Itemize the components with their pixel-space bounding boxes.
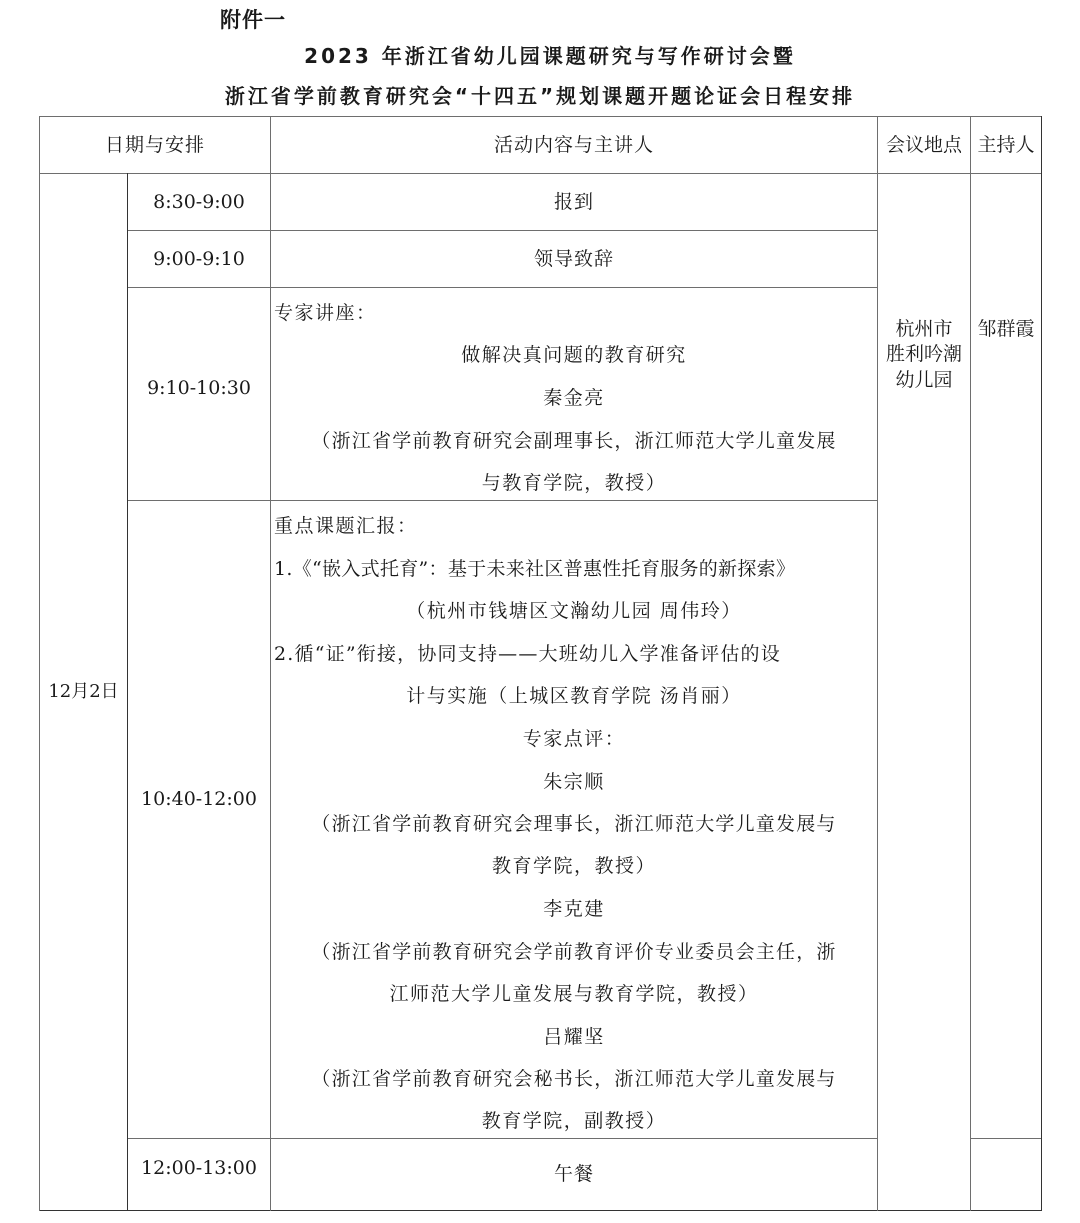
time-slot: 10:40-12:00 xyxy=(141,787,257,810)
venue-cell xyxy=(878,310,970,400)
reviewer-affiliation: （浙江省学前教育研究会理事长，浙江师范大学儿童发展与 xyxy=(311,813,837,835)
reviewer-affiliation: 江师范大学儿童发展与教育学院，教授） xyxy=(389,983,759,1005)
activity-registration: 报到 xyxy=(553,190,594,213)
attachment-label: 附件一 xyxy=(220,8,286,32)
time-slot: 8:30-9:00 xyxy=(153,190,245,213)
document-title-line2: 浙江省学前教育研究会“十四五”规划课题开题论证会日程安排 xyxy=(224,84,856,108)
table-border-bottom xyxy=(39,1210,1042,1211)
activity-lunch: 午餐 xyxy=(553,1163,594,1186)
reviewer-affiliation: 教育学院，教授） xyxy=(491,855,656,877)
date-cell: 12月2日 xyxy=(48,681,119,703)
col-divider xyxy=(970,116,971,1211)
section-label: 重点课题汇报： xyxy=(274,515,418,537)
reviewer-affiliation: （浙江省学前教育研究会秘书长，浙江师范大学儿童发展与 xyxy=(311,1068,837,1090)
activity-expert-lecture xyxy=(271,288,877,500)
speaker-name: 秦金亮 xyxy=(543,387,605,409)
table-border-right xyxy=(1041,116,1042,1211)
activity-project-reports xyxy=(271,501,877,1138)
document-title-line1: 2023 年浙江省幼儿园课题研究与写作研讨会暨 xyxy=(304,44,796,68)
reviewer-name: 吕耀坚 xyxy=(543,1026,605,1048)
speaker-affiliation: 与教育学院，教授） xyxy=(481,472,667,494)
activity-opening-remarks: 领导致辞 xyxy=(533,247,614,270)
section-label: 专家讲座： xyxy=(274,302,377,324)
time-slot: 12:00-13:00 xyxy=(141,1156,257,1179)
host-cell: 邹群霞 xyxy=(977,317,1035,340)
header-date-schedule: 日期与安排 xyxy=(104,133,205,156)
section-label: 专家点评： xyxy=(522,728,626,750)
report-item-1: 1.《“嵌入式托育”：基于未来社区普惠性托育服务的新探索》 xyxy=(274,558,796,580)
reviewer-name: 朱宗顺 xyxy=(543,771,605,793)
col-divider xyxy=(877,116,878,1211)
time-slot: 9:10-10:30 xyxy=(147,376,251,399)
venue-line: 杭州市 xyxy=(895,317,953,340)
header-host: 主持人 xyxy=(977,133,1035,156)
report-item-2: 2.循“证”衔接，协同支持——大班幼儿入学准备评估的设 xyxy=(274,643,781,665)
lecture-title: 做解决真问题的教育研究 xyxy=(461,344,687,366)
time-slot: 9:00-9:10 xyxy=(153,247,245,270)
reviewer-affiliation: 教育学院，副教授） xyxy=(481,1110,667,1132)
row-divider xyxy=(970,1138,1042,1139)
speaker-affiliation: （浙江省学前教育研究会副理事长，浙江师范大学儿童发展 xyxy=(311,430,837,452)
reviewer-affiliation: （浙江省学前教育研究会学前教育评价专业委员会主任，浙 xyxy=(311,941,837,963)
report-presenter: （杭州市钱塘区文瀚幼儿园 周伟玲） xyxy=(406,600,742,622)
venue-line: 胜利吟潮 xyxy=(885,343,962,366)
reviewer-name: 李克建 xyxy=(543,898,605,920)
report-presenter: 计与实施（上城区教育学院 汤肖丽） xyxy=(406,685,742,707)
header-content: 活动内容与主讲人 xyxy=(493,133,654,156)
venue-line: 幼儿园 xyxy=(895,368,953,391)
header-venue: 会议地点 xyxy=(885,133,962,156)
